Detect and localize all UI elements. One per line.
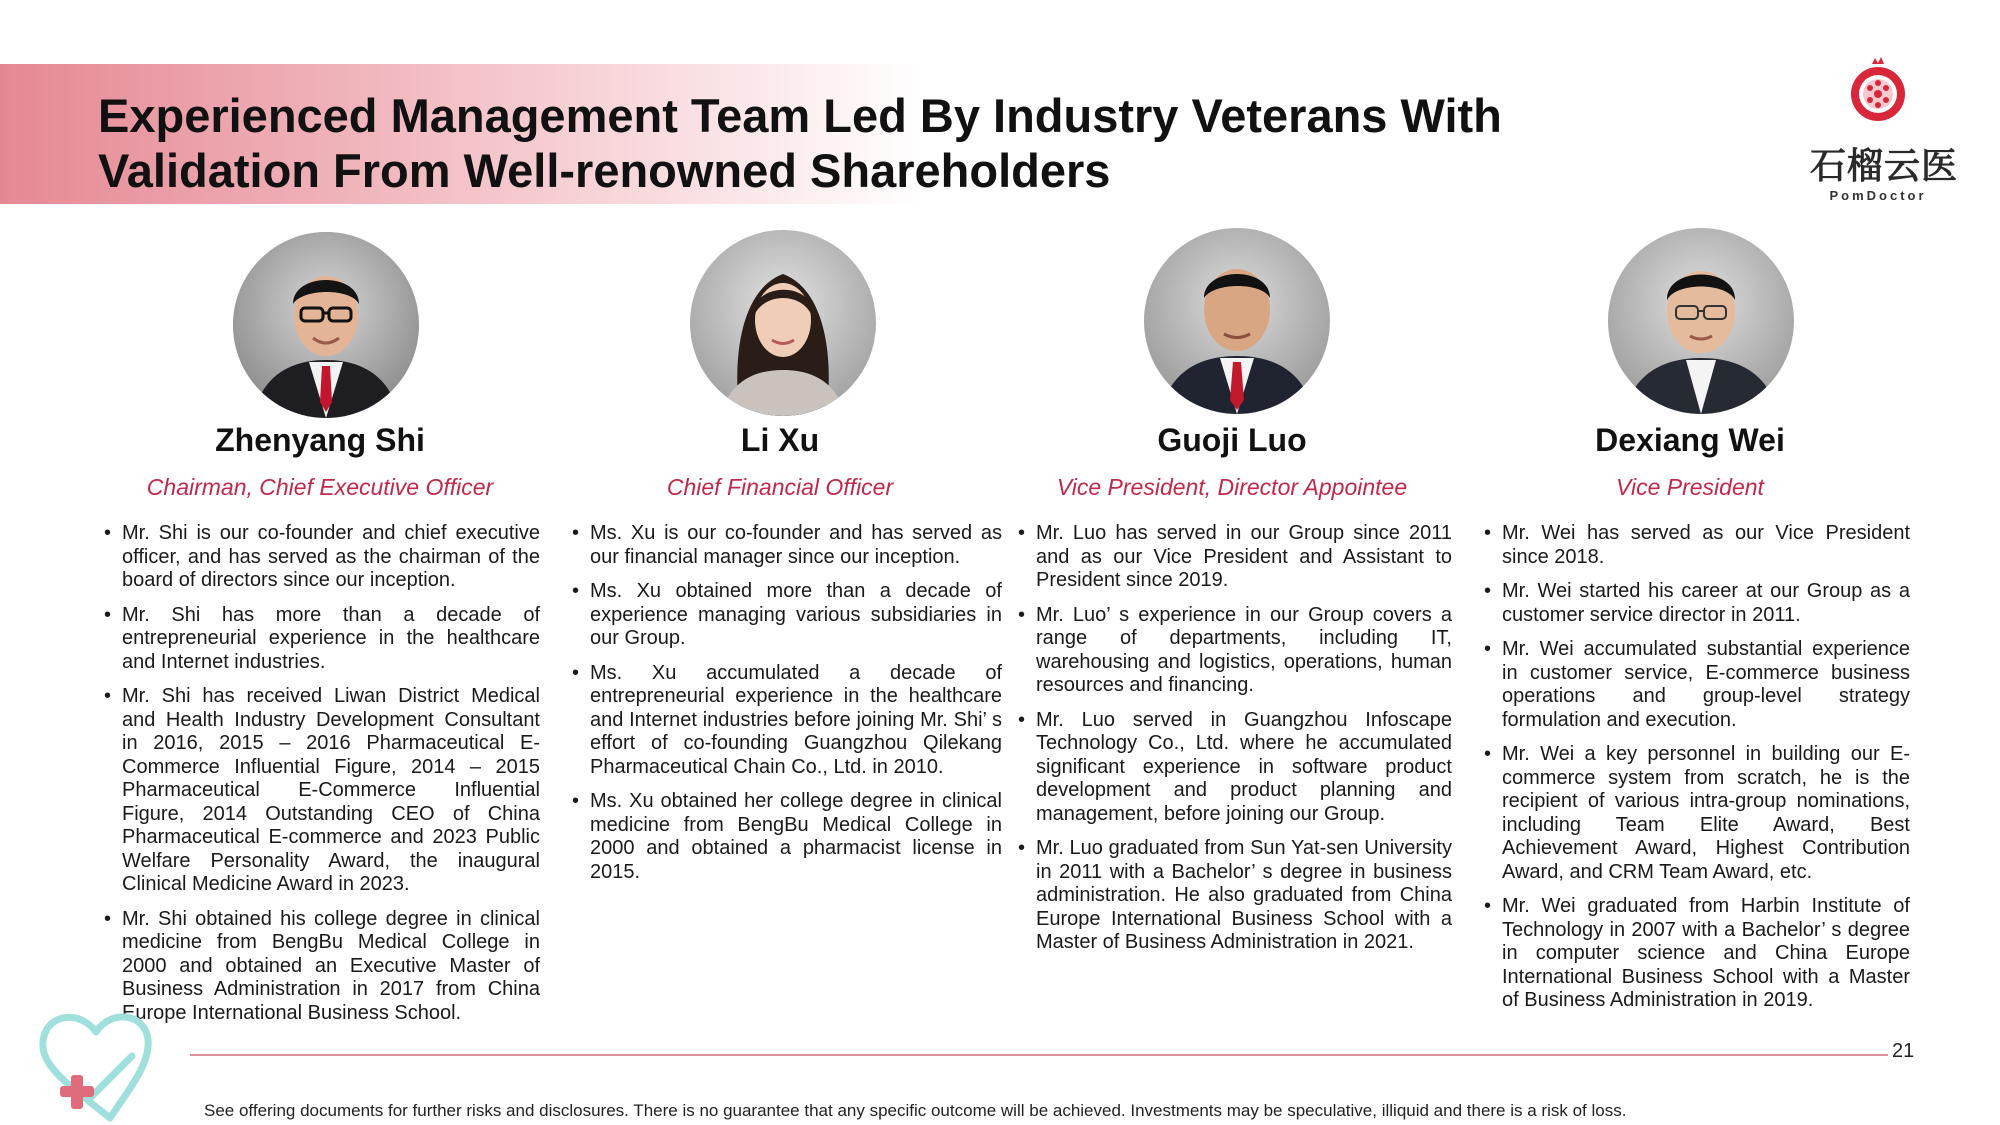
disclaimer-text: See offering documents for further risks and disclosures. There is no guarantee that any specific outcome will be achieved. Investments may be speculative, illiquid and there is a risk of loss.: [204, 1101, 1627, 1120]
bio-item: • Mr. Luo has served in our Group since 2011 and as our Vice President and Assistant to President since 2019.: [1018, 522, 1452, 593]
avatar: [1144, 228, 1330, 414]
member-role: Vice President: [1616, 474, 1764, 500]
member-role: Chairman, Chief Executive Officer: [146, 474, 494, 500]
heart-cross-icon: [28, 1002, 178, 1124]
avatar: [1608, 228, 1794, 414]
member-name: Guoji Luo: [1157, 422, 1307, 458]
portrait-photo: [1144, 228, 1330, 414]
bio-item: • Mr. Wei has served as our Vice President since 2018.: [1484, 522, 1910, 569]
portrait-photo: [233, 232, 419, 418]
portrait-photo: [1608, 228, 1794, 414]
bio-item: • Mr. Wei accumulated substantial experience in customer service, E-commerce business operations and group-level strategy formulation and execution.: [1484, 638, 1910, 732]
bio-item: • Mr. Wei a key personnel in building our E-commerce system from scratch, he is the recipient of various intra-group nominations, including Team Elite Award, Best Achievement Award, Highest Contribution Award, and CRM Team Award, etc.: [1484, 743, 1910, 884]
bio-item: • Ms. Xu is our co-founder and has served as our financial manager since our inception.: [572, 522, 1002, 569]
pomegranate-icon: [1846, 56, 1910, 126]
bio-item: • Ms. Xu obtained more than a decade of experience managing various subsidiaries in our Group.: [572, 580, 1002, 651]
footer-divider: [190, 1054, 1888, 1056]
portrait-photo: [690, 230, 876, 416]
bio-item: • Mr. Shi has more than a decade of entrepreneurial experience in the healthcare and Internet industries.: [104, 604, 540, 675]
slide-title: Experienced Management Team Led By Industry Veterans With Validation From Well-renowned Shareholders: [98, 89, 1502, 197]
bio-item: • Mr. Luo’ s experience in our Group covers a range of departments, including IT, warehousing and logistics, operations, human resources and financing.: [1018, 604, 1452, 698]
bio-list: [104, 522, 540, 1036]
bio-item: • Mr. Shi has received Liwan District Medical and Health Industry Development Consultant in 2016, 2015 – 2016 Pharmaceutical E-Commerce Influential Figure, 2014 – 2015 Pharmaceutical E-Commerce Influential Figure, 2014 Outstanding CEO of China Pharmaceutical E-commerce and 2023 Public Welfare Personality Award, the inaugural Clinical Medicine Award in 2023.: [104, 685, 540, 897]
bio-item: • Mr. Luo served in Guangzhou Infoscape Technology Co., Ltd. where he accumulated significant experience in software product development and product planning and management, before joining our Group.: [1018, 709, 1452, 827]
bio-list: [1484, 522, 1910, 1024]
avatar: [233, 232, 419, 418]
logo-english-text: PomDoctor: [1829, 188, 1927, 203]
bio-item: • Mr. Wei graduated from Harbin Institute of Technology in 2007 with a Bachelor’ s degree in computer science and China Europe International Business School with a Master of Business Administration in 2019.: [1484, 895, 1910, 1013]
member-name: Zhenyang Shi: [215, 422, 425, 458]
member-role: Chief Financial Officer: [666, 474, 894, 500]
avatar: [690, 230, 876, 416]
bio-item: • Mr. Wei started his career at our Group as a customer service director in 2011.: [1484, 580, 1910, 627]
bio-list: [572, 522, 1002, 895]
logo-chinese-text: 石榴云医: [1810, 145, 1959, 186]
bio-item: • Ms. Xu accumulated a decade of entrepreneurial experience in the healthcare and Internet industries before joining Mr. Shi’ s effort of co-founding Guangzhou Qilekang Pharmaceutical Chain Co., Ltd. in 2010.: [572, 662, 1002, 780]
member-name: Dexiang Wei: [1595, 422, 1785, 458]
member-name: Li Xu: [740, 422, 820, 458]
bio-item: • Mr. Shi is our co-founder and chief executive officer, and has served as the chairman of the board of directors since our inception.: [104, 522, 540, 593]
bio-item: • Ms. Xu obtained her college degree in clinical medicine from BengBu Medical College in 2000 and obtained a pharmacist license in 2015.: [572, 790, 1002, 884]
pomdoctor-logo: [1810, 46, 1959, 206]
bio-list: [1018, 522, 1452, 966]
member-role: Vice President, Director Appointee: [1056, 474, 1408, 500]
bio-item: • Mr. Luo graduated from Sun Yat-sen University in 2011 with a Bachelor’ s degree in business administration. He also graduated from China Europe International Business School with a Master of Business Administration in 2021.: [1018, 837, 1452, 955]
page-number: 21: [1892, 1040, 1915, 1062]
bio-item: • Mr. Shi obtained his college degree in clinical medicine from BengBu Medical College in 2000 and obtained an Executive Master of Business Administration in 2017 from China Europe International Business School.: [104, 908, 540, 1026]
